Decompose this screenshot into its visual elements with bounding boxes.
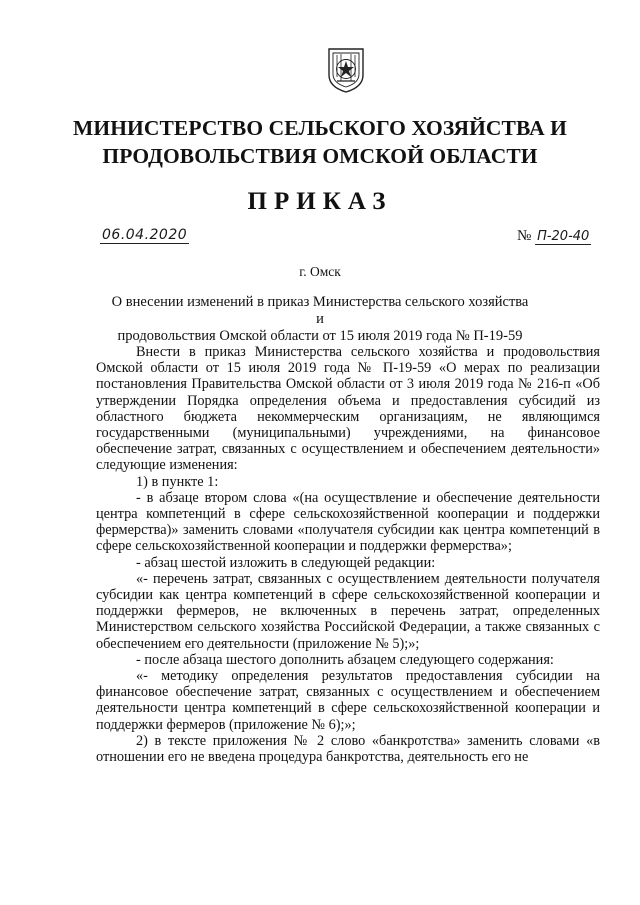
order-subject — [110, 294, 530, 345]
order-number-value: П-20-40 — [537, 229, 590, 244]
body-item-2: 2) в тексте приложения № 2 слово «банкротства» заменить словами «в отношении его не введена процедура банкротства, деятельность его не — [96, 732, 600, 766]
ministry-line-2: ПРОДОВОЛЬСТВИЯ ОМСКОЙ ОБЛАСТИ — [102, 144, 538, 168]
order-number — [517, 228, 591, 245]
body-item-1-c: - после абзаца шестого дополнить абзацем следующего содержания: — [136, 651, 554, 668]
body-item-1-b-text: «- перечень затрат, связанных с осуществлением деятельности получателя субсидии как центра компетенций в сфере сельскохозяйственной кооперации и поддержки фермеров, не включенных в перечень затрат, определенных Министерством сельского хозяйства Российской Федерации, а также связанных с обеспечением его деятельности (приложение № 5);»; — [96, 570, 600, 652]
ministry-line-1: МИНИСТЕРСТВО СЕЛЬСКОГО ХОЗЯЙСТВА И — [72, 116, 567, 140]
body-item-1: 1) в пункте 1: — [136, 473, 219, 490]
number-sign: № — [517, 228, 532, 244]
body-item-1-a: - в абзаце втором слова «(на осуществление и обеспечение деятельности центра компетенций в сфере сельскохозяйственной кооперации и поддержки фермерства)» заменить словами «получателя субсидии как центра компетенций в сфере сельскохозяйственной кооперации и поддержки фермерства»; — [96, 489, 600, 555]
subject-line-1: О внесении изменений в приказ Министерства сельского хозяйства и — [111, 294, 529, 327]
body-item-1-c-text: «- методику определения результатов предоставления субсидии на финансовое обеспечение затрат, связанных с осуществлением и обеспечением деятельности центра компетенций в сфере сельскохозяйственной кооперации и поддержки фермеров (приложение № 6);»; — [96, 668, 600, 733]
body-item-1-b: - абзац шестой изложить в следующей редакции: — [136, 554, 436, 571]
body-intro: Внести в приказ Министерства сельского хозяйства и продовольствия Омской области от 15 июля 2019 года № П-19-59 «О мерах по реализации постановления Правительства Омской области от 3 июля 2019 года № 216-п «Об утверждении Порядка определения объема и предоставления субсидий из областного бюджета некоммерческим организациям, не являющимся государственными (муниципальными) учреждениями, на финансовое обеспечение затрат, связанных с осуществлением и обеспечением деятельности» следующие изменения: — [96, 344, 600, 474]
subject-line-2: продовольствия Омской области от 15 июля 2019 года № П-19-59 — [117, 328, 523, 344]
omsk-region-coat-of-arms-icon — [327, 47, 365, 93]
ministry-name — [60, 114, 580, 170]
city: г. Омск — [299, 264, 341, 279]
order-date: 06.04.2020 — [102, 227, 188, 243]
order-body — [96, 344, 600, 765]
document-title: ПРИКАЗ — [247, 188, 393, 215]
